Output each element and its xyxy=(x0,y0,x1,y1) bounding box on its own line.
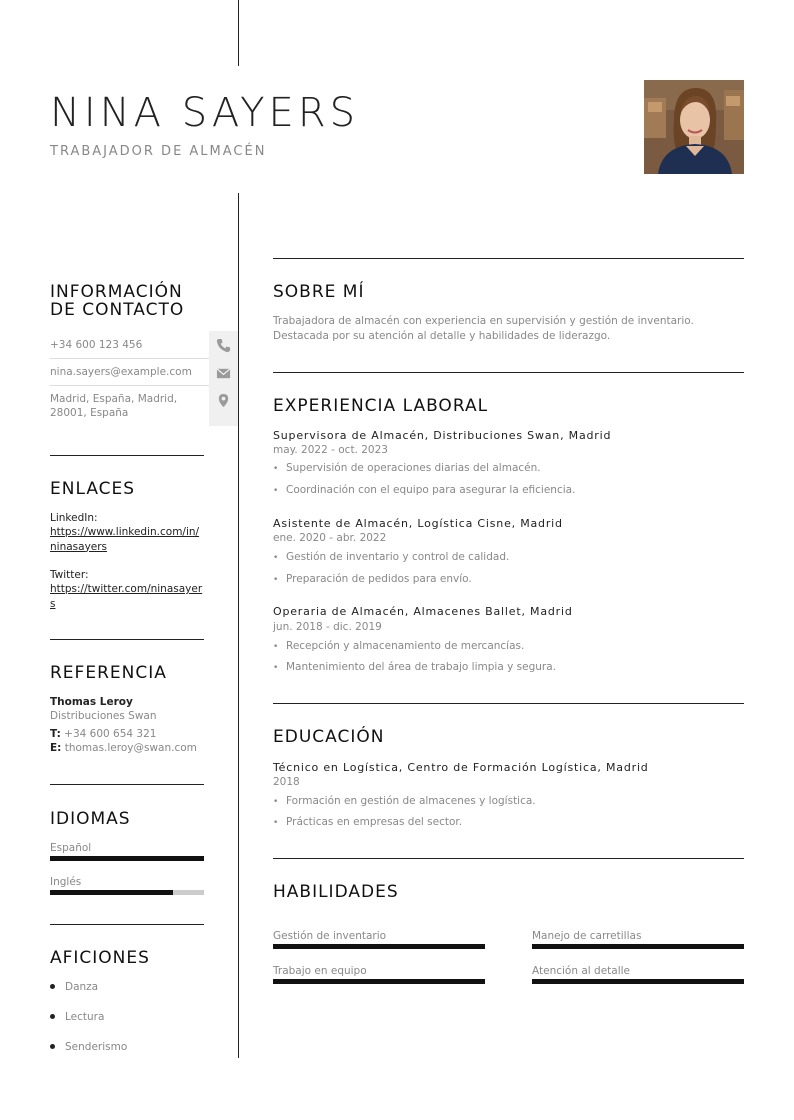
reference-phone-label: T: xyxy=(50,728,61,740)
twitter-url[interactable]: https://twitter.com/ninasayers xyxy=(50,583,203,610)
language-level-fill xyxy=(50,890,173,895)
language-level-bar xyxy=(50,856,204,861)
divider xyxy=(273,372,744,373)
contact-heading xyxy=(50,283,184,319)
link-linkedin xyxy=(50,511,204,554)
about-text: Trabajadora de almacén con experiencia en supervisión y gestión de inventario. Destacada por su atención al detalle y habilidades de liderazgo. xyxy=(273,315,694,342)
skills-heading: HABILIDADES xyxy=(273,882,399,902)
job-bullet: • Mantenimiento del área de trabajo limpia y segura. xyxy=(273,661,556,673)
location-pin-icon xyxy=(216,393,231,408)
hobby-item: Senderismo xyxy=(50,1041,127,1053)
job-title: Supervisora de Almacén, Distribuciones Swan, Madrid xyxy=(273,429,612,442)
job-bullet: • Gestión de inventario y control de calidad. xyxy=(273,551,509,563)
phone-icon xyxy=(216,338,231,353)
link-label: Twitter: xyxy=(50,569,89,581)
skill-level-fill xyxy=(273,944,485,949)
divider xyxy=(273,703,744,704)
skill-name: Trabajo en equipo xyxy=(273,965,367,977)
education-title: Técnico en Logística, Centro de Formación Logística, Madrid xyxy=(273,761,649,774)
contact-email[interactable]: nina.sayers@example.com xyxy=(50,366,192,378)
skill-level-bar xyxy=(532,979,744,984)
about-heading: SOBRE MÍ xyxy=(273,282,365,302)
skill-name: Gestión de inventario xyxy=(273,930,387,942)
candidate-title: TRABAJADOR DE ALMACÉN xyxy=(50,144,267,159)
job-title: Asistente de Almacén, Logística Cisne, Madrid xyxy=(273,517,563,530)
reference-email-label: E: xyxy=(50,742,62,754)
job-bullet: • Preparación de pedidos para envío. xyxy=(273,573,472,585)
divider-top xyxy=(238,0,239,66)
reference-name: Thomas Leroy xyxy=(50,696,133,708)
divider xyxy=(50,924,204,925)
job-bullet: • Coordinación con el equipo para asegurar la eficiencia. xyxy=(273,484,575,496)
experience-heading: EXPERIENCIA LABORAL xyxy=(273,396,489,416)
contact-heading-line2: DE CONTACTO xyxy=(50,300,185,320)
language-level-bar xyxy=(50,890,204,895)
job-title: Operaria de Almacén, Almacenes Ballet, Madrid xyxy=(273,605,573,618)
language-level-fill xyxy=(50,856,204,861)
hobby-item: Lectura xyxy=(50,1011,104,1023)
link-label: LinkedIn: xyxy=(50,512,98,524)
job-dates: ene. 2020 - abr. 2022 xyxy=(273,532,387,544)
contact-icon-column xyxy=(209,331,238,426)
divider xyxy=(273,258,744,259)
links-heading: ENLACES xyxy=(50,479,136,499)
divider xyxy=(50,639,204,640)
education-year: 2018 xyxy=(273,776,300,788)
education-heading: EDUCACIÓN xyxy=(273,727,385,747)
job-dates: may. 2022 - oct. 2023 xyxy=(273,444,388,456)
skill-level-fill xyxy=(273,979,485,984)
reference-heading: REFERENCIA xyxy=(50,663,167,683)
skill-level-fill xyxy=(532,979,744,984)
skill-name: Manejo de carretillas xyxy=(532,930,642,942)
education-bullet: • Prácticas en empresas del sector. xyxy=(273,816,462,828)
divider xyxy=(50,784,204,785)
reference-phone-line xyxy=(50,728,156,740)
contact-address: Madrid, España, Madrid, 28001, España xyxy=(50,393,178,419)
reference-company: Distribuciones Swan xyxy=(50,710,157,722)
profile-photo xyxy=(644,80,744,174)
linkedin-url[interactable]: https://www.linkedin.com/in/ninasayers xyxy=(50,526,200,553)
job-bullet: • Supervisión de operaciones diarias del almacén. xyxy=(273,462,541,474)
language-name: Inglés xyxy=(50,876,82,888)
profile-photo-image xyxy=(644,80,744,174)
education-bullet: • Formación en gestión de almacenes y logística. xyxy=(273,795,536,807)
language-name: Español xyxy=(50,842,92,854)
skill-level-bar xyxy=(532,944,744,949)
divider xyxy=(50,455,204,456)
skill-level-bar xyxy=(273,944,485,949)
reference-email[interactable]: thomas.leroy@swan.com xyxy=(64,742,197,754)
hobbies-heading: AFICIONES xyxy=(50,948,150,968)
reference-email-line xyxy=(50,742,197,754)
candidate-name: NINA SAYERS xyxy=(50,90,359,136)
reference-phone: +34 600 654 321 xyxy=(64,728,157,740)
languages-heading: IDIOMAS xyxy=(50,809,131,829)
job-bullet: • Recepción y almacenamiento de mercancías. xyxy=(273,640,524,652)
link-twitter xyxy=(50,568,204,611)
contact-heading-line1: INFORMACIÓN xyxy=(50,282,183,302)
skill-name: Atención al detalle xyxy=(532,965,630,977)
skill-level-fill xyxy=(532,944,744,949)
skill-level-bar xyxy=(273,979,485,984)
envelope-icon xyxy=(216,366,231,381)
column-divider xyxy=(238,193,239,1058)
hobby-item: Danza xyxy=(50,981,98,993)
job-dates: jun. 2018 - dic. 2019 xyxy=(273,621,382,633)
contact-phone: +34 600 123 456 xyxy=(50,339,143,351)
divider xyxy=(273,858,744,859)
